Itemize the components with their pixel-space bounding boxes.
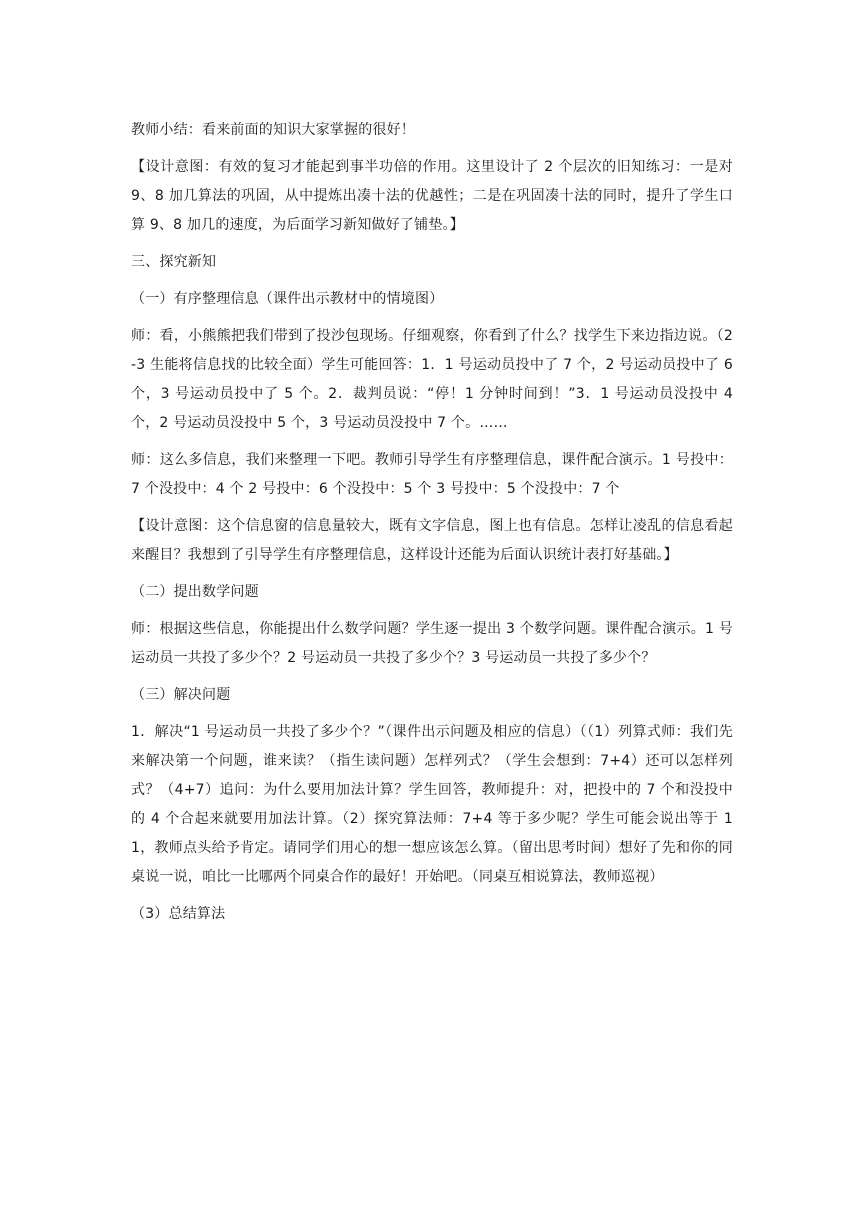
summarize-algorithm-heading: （3）总结算法	[131, 906, 226, 922]
teacher-summary-paragraph: 教师小结：看来前面的知识大家掌握的很好！	[131, 122, 415, 138]
subsection-heading-organize-info: （一）有序整理信息（课件出示教材中的情境图）	[131, 291, 444, 307]
subsection-heading-solve-problems: （三）解决问题	[131, 687, 231, 703]
design-intent-review-paragraph: 【设计意图：有效的复习才能起到事半功倍的作用。这里设计了 2 个层次的旧知练习：一是对 9、8 加几算法的巩固，从中提炼出凑十法的优越性；二是在巩固凑十法的同时，提升了学生口算 9、8 加几的速度，为后面学习新知做好了铺垫。】	[131, 159, 733, 233]
section-heading-explore: 三、探究新知	[131, 254, 217, 270]
subsection-heading-math-questions: （二）提出数学问题	[131, 584, 259, 600]
organize-info-paragraph: 师：这么多信息，我们来整理一下吧。教师引导学生有序整理信息，课件配合演示。1 号投中：7 个没投中：4 个 2 号投中：6 个没投中：5 个 3 号投中：5 个没投中：7 个	[131, 452, 733, 497]
math-questions-paragraph: 师：根据这些信息，你能提出什么数学问题？学生逐一提出 3 个数学问题。课件配合演示。1 号运动员一共投了多少个？2 号运动员一共投了多少个？3 号运动员一共投了多少个？	[131, 621, 733, 666]
design-intent-info-paragraph: 【设计意图：这个信息窗的信息量较大，既有文字信息，图上也有信息。怎样让凌乱的信息看起来醒目？我想到了引导学生有序整理信息，这样设计还能为后面认识统计表打好基础。】	[131, 518, 733, 563]
scene-observation-paragraph: 师：看，小熊熊把我们带到了投沙包现场。仔细观察，你看到了什么？找学生下来边指边说。（2-3 生能将信息找的比较全面）学生可能回答：1．1 号运动员投中了 7 个，2 号运动员投中了 6 个，3 号运动员投中了 5 个。2．裁判员说：“停！1 分钟时间到！”3．1 号运动员没投中 4 个，2 号运动员没投中 5 个，3 号运动员没投中 7 个。……	[131, 328, 733, 431]
solve-problem-paragraph: 1．解决“1 号运动员一共投了多少个？”（课件出示问题及相应的信息）（（1）列算式师：我们先来解决第一个问题，谁来读？（指生读问题）怎样列式？（学生会想到：7+4）还可以怎样列式？（4+7）追问：为什么要用加法计算？学生回答，教师提升：对，把投中的 7 个和没投中的 4 个合起来就要用加法计算。（2）探究算法师：7+4 等于多少呢？学生可能会说出等于 11，教师点头给予肯定。请同学们用心的想一想应该怎么算。（留出思考时间）想好了先和你的同桌说一说，咱比一比哪两个同桌合作的最好！开始吧。（同桌互相说算法，教师巡视）	[131, 724, 733, 885]
document-body	[131, 116, 733, 937]
